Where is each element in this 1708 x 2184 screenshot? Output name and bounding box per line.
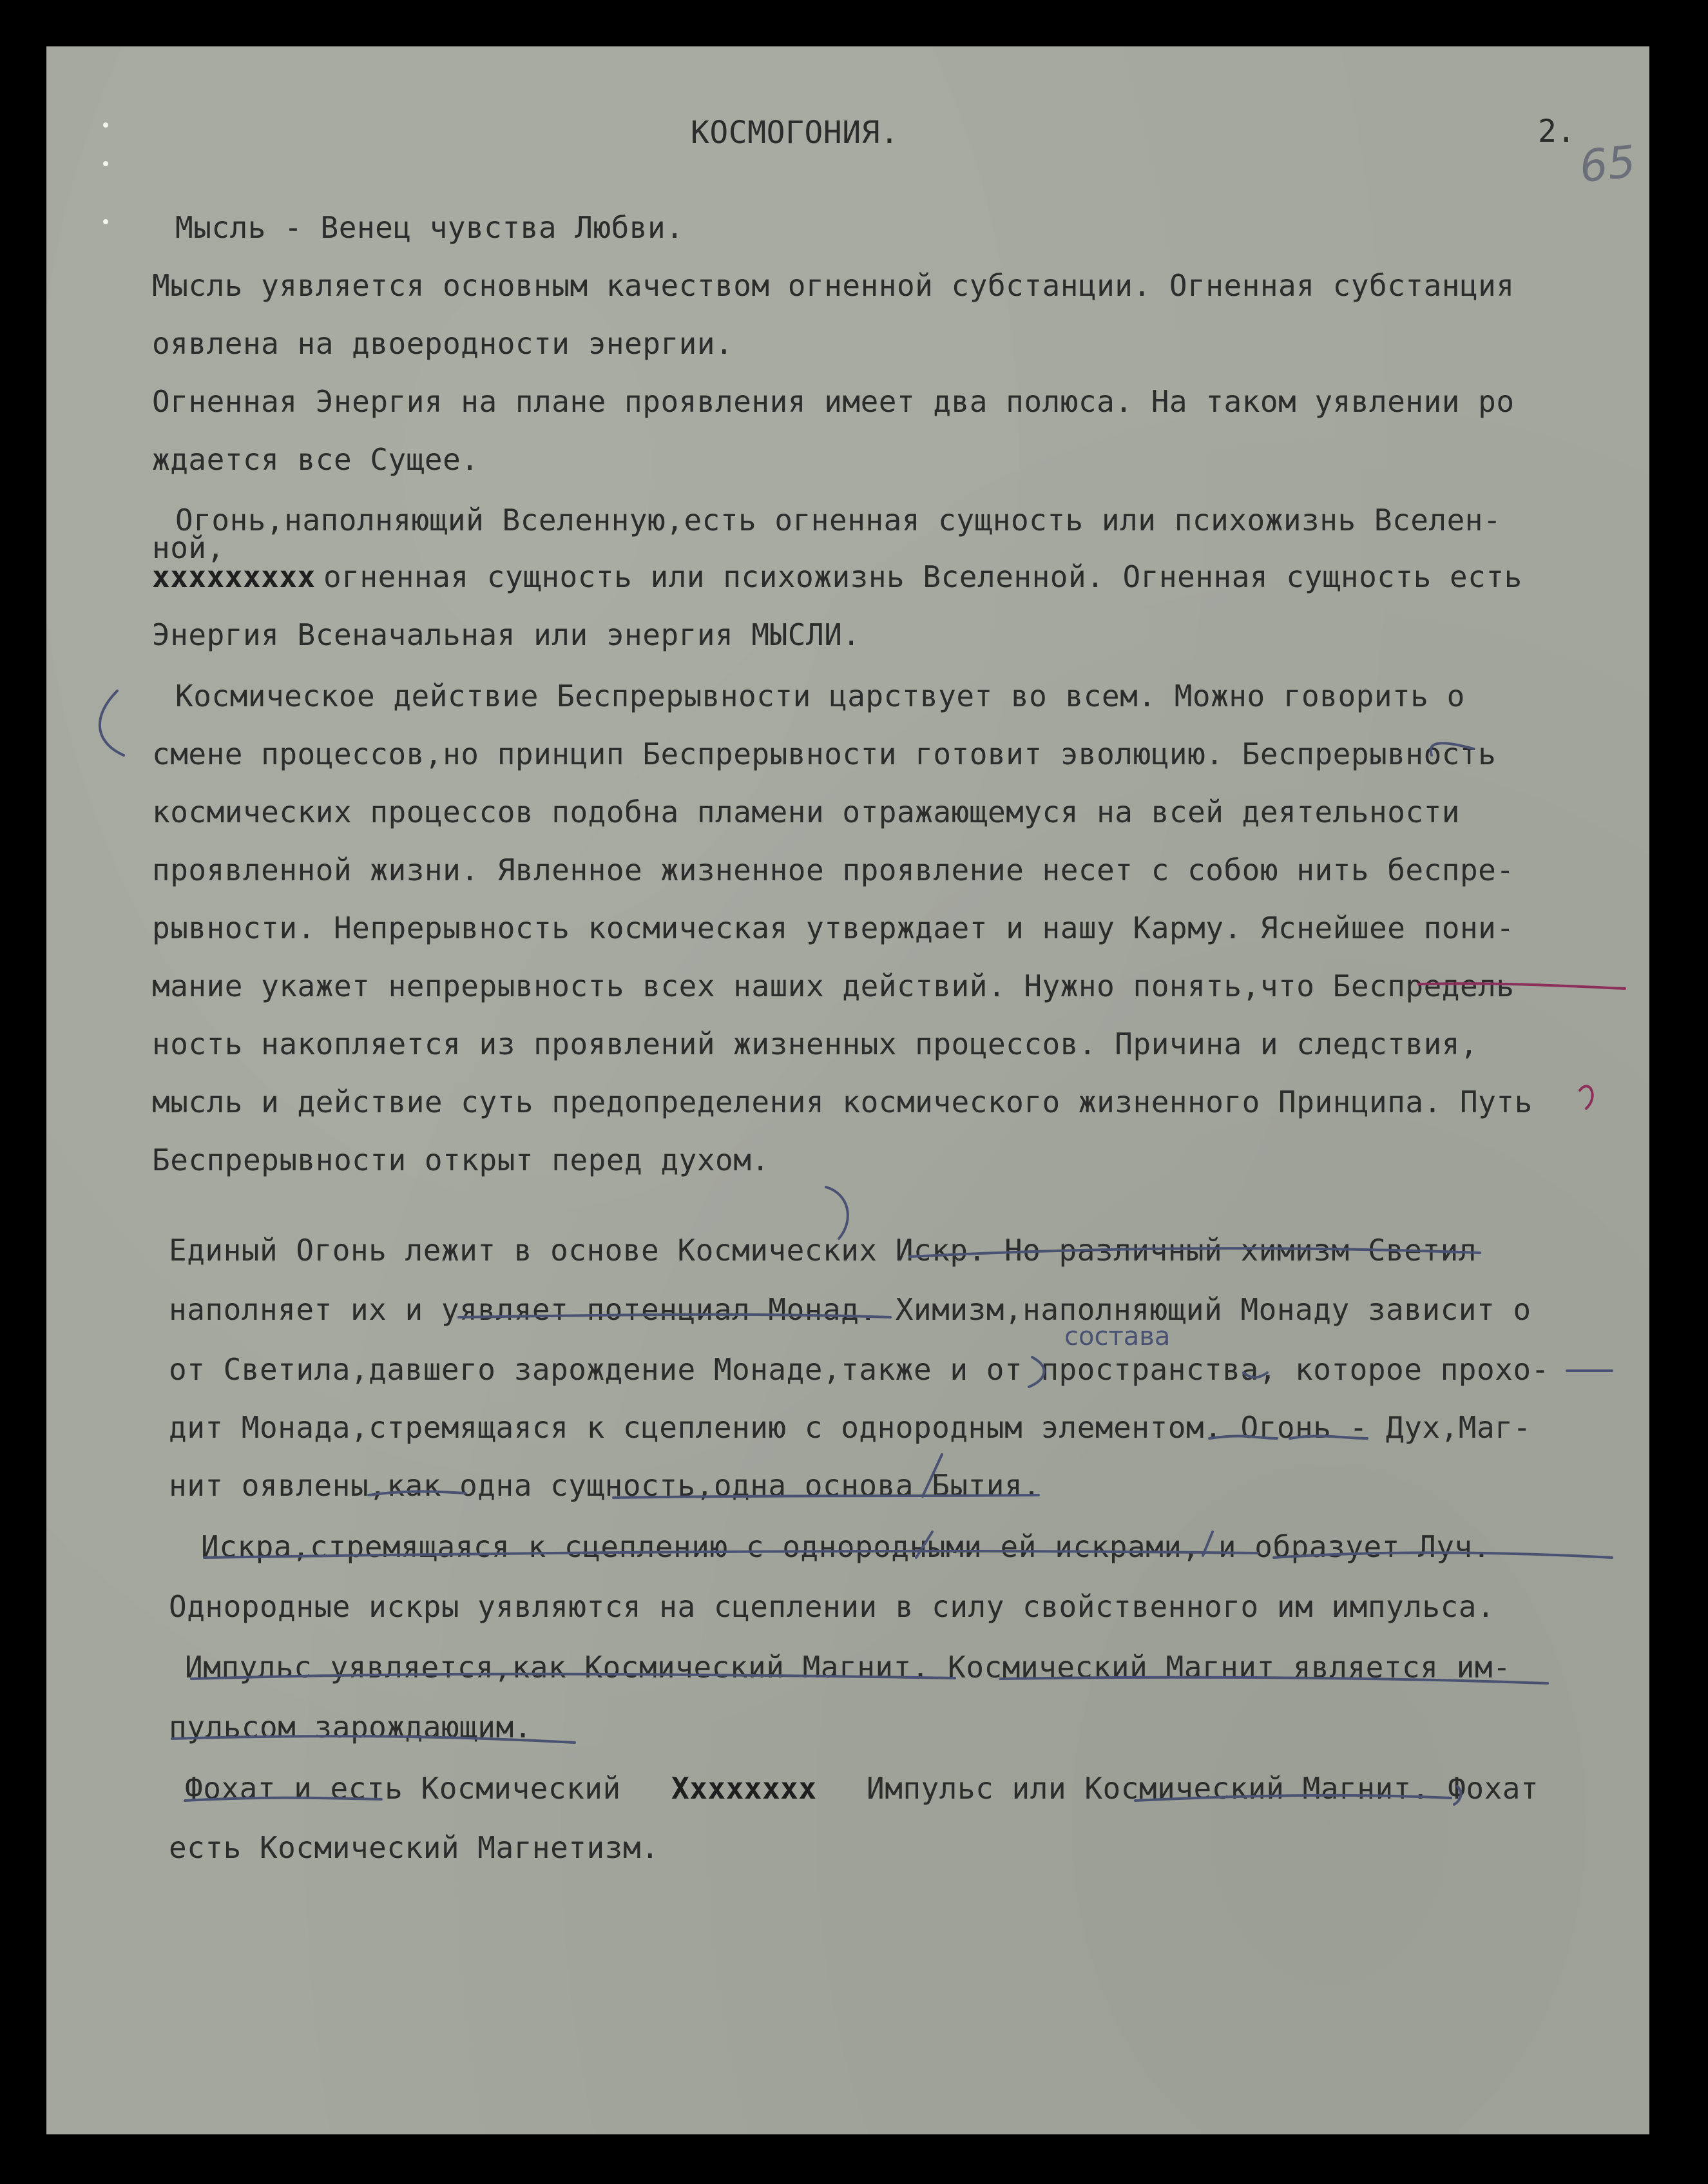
text-line: ность накопляется из проявлений жизненных процессов. Причина и следствия, (152, 1027, 1479, 1061)
text-line: Беспрерывности открыт перед духом. (152, 1143, 770, 1177)
text-line: огненная сущность или психожизнь Вселенной. Огненная сущность есть (323, 559, 1522, 594)
text-line: ной, (152, 530, 225, 565)
punch-hole (103, 122, 108, 128)
paragraph-bracket-open (100, 691, 124, 755)
page-title: КОСМОГОНИЯ. (691, 115, 899, 151)
text-line: мысль и действие суть предопределения космического жизненного Принципа. Путь (152, 1085, 1533, 1119)
text-line: есть Космический Магнетизм. (169, 1830, 660, 1865)
text-line: нит оявлены,как одна сущность,одна основа Бытия. (169, 1468, 1041, 1503)
text-line: Единый Огонь лежит в основе Космических Искр. Но различный химизм Светил (169, 1233, 1477, 1268)
text-line: Однородные искры уявляются на сцеплении в силу свойственного им импульса. (169, 1589, 1495, 1624)
text-line: Энергия Всеначальная или энергия МЫСЛИ. (152, 617, 861, 652)
text-line: Космическое действие Беспрерывности царствует во всем. Можно говорить о (175, 679, 1465, 713)
text-line: дит Монада,стремящаяся к сцеплению с однородным элементом. Огонь - Дух,Маг- (169, 1410, 1531, 1445)
document-page (46, 46, 1649, 2134)
struck-out-word: ххххххххх (152, 559, 316, 594)
text-line: оявлена на двоеродности энергии. (152, 326, 734, 361)
text-line: Импульс уявляется,как Космический Магнит. Космический Магнит является им- (185, 1650, 1511, 1685)
text-line: Фохат и есть Космический (185, 1771, 621, 1806)
text-line: Импульс или Космический Магнит. Фохат (867, 1771, 1539, 1806)
red-correction-mark (1580, 1086, 1593, 1108)
punch-hole (103, 161, 108, 166)
struck-out-word: Хххххххх (671, 1771, 817, 1806)
text-line: смене процессов,но принцип Беспрерывности готовит эволюцию. Беспрерывность (152, 737, 1497, 771)
text-line: Мысль - Венец чувства Любви. (175, 210, 684, 245)
text-line: мание укажет непрерывность всех наших действий. Нужно понять,что Беспредель (152, 969, 1515, 1003)
text-line: наполняет их и уявляет потенциал Монад. Химизм,наполняющий Монаду зависит о (169, 1292, 1531, 1327)
text-line: Искра,стремящаяся к сцеплению с однородными ей искрами, и образует Луч. (201, 1529, 1491, 1564)
text-line: проявленной жизни. Явленное жизненное проявление несет с собою нить беспре- (152, 853, 1515, 887)
text-line: рывности. Непрерывность космическая утверждает и нашу Карму. Яснейшее пони- (152, 911, 1515, 945)
handwritten-insertion: состава (1064, 1322, 1171, 1351)
text-line: Мысль уявляется основным качеством огненной субстанции. Огненная субстанция (152, 268, 1515, 303)
text-line: ждается все Сущее. (152, 442, 479, 477)
page-number: 2. (1538, 113, 1576, 150)
punch-hole (103, 219, 108, 224)
paragraph-bracket-close (826, 1187, 848, 1239)
text-line: Огонь,наполняющий Вселенную,есть огненная сущность или психожизнь Вселен- (175, 503, 1502, 537)
text-line: Огненная Энергия на плане проявления имеет два полюса. На таком уявлении ро (152, 384, 1515, 419)
archive-folio-number: 65 (1577, 136, 1638, 193)
text-line: пульсом зарождающим. (169, 1710, 532, 1744)
text-line: космических процессов подобна пламени отражающемуся на всей деятельности (152, 795, 1460, 829)
text-line: от Светила,давшего зарождение Монаде,также и от пространства, которое прохо- (169, 1352, 1550, 1387)
